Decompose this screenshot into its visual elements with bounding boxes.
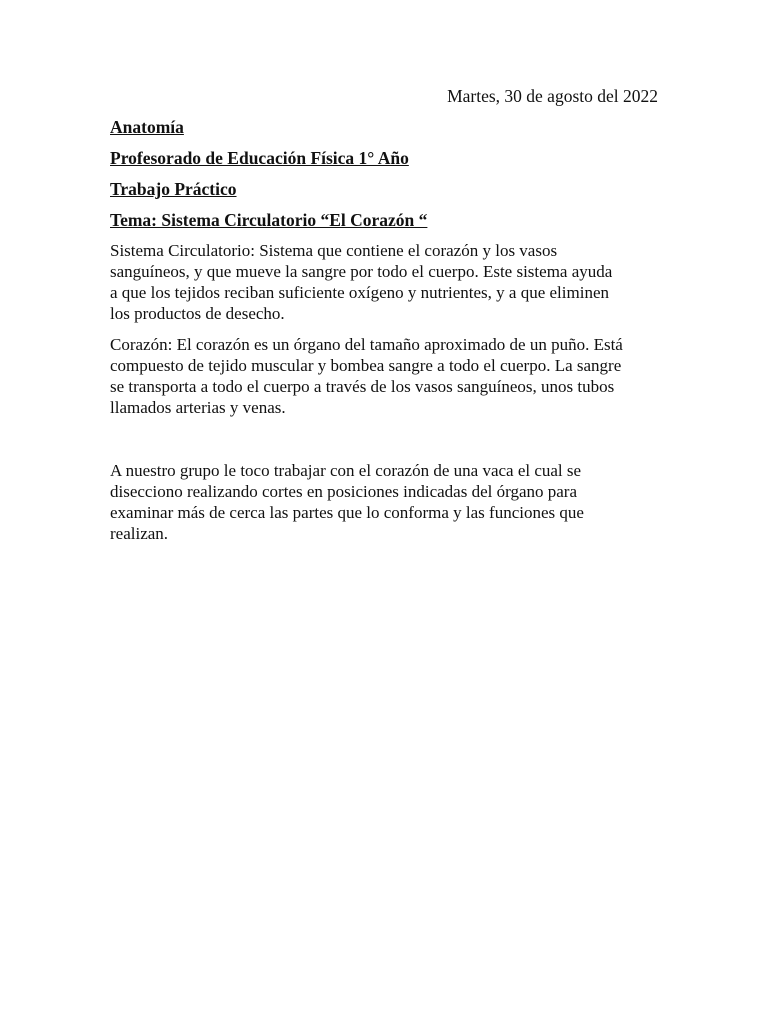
assignment-heading: Trabajo Práctico [110,179,237,199]
paragraph-line: sanguíneos, y que mueve la sangre por todo el cuerpo. Este sistema ayuda [110,262,613,281]
document-date: Martes, 30 de agosto del 2022 [447,86,658,106]
paragraph-line: disecciono realizando cortes en posiciones indicadas del órgano para [110,482,578,501]
paragraph-line: realizan. [110,524,169,543]
paragraph-line: compuesto de tejido muscular y bombea sangre a todo el cuerpo. La sangre [110,356,622,375]
paragraph-line: llamados arterias y venas. [110,398,286,417]
paragraph-line: se transporta a todo el cuerpo a través de los vasos sanguíneos, unos tubos [110,377,615,396]
paragraph-line: los productos de desecho. [110,304,285,323]
course-heading: Profesorado de Educación Física 1° Año [110,148,409,168]
circulatory-system-paragraph [110,240,670,324]
paragraph-line: a que los tejidos reciban suficiente oxígeno y nutrientes, y a que eliminen [110,283,609,302]
group-work-paragraph [110,460,670,544]
paragraph-line: examinar más de cerca las partes que lo conforma y las funciones que [110,503,584,522]
paragraph-line: A nuestro grupo le toco trabajar con el corazón de una vaca el cual se [110,461,582,480]
paragraph-line: Corazón: El corazón es un órgano del tamaño aproximado de un puño. Está [110,335,623,354]
heart-paragraph [110,334,670,418]
paragraph-line: Sistema Circulatorio: Sistema que contiene el corazón y los vasos [110,241,558,260]
subject-heading: Anatomía [110,117,184,137]
topic-heading: Tema: Sistema Circulatorio “El Corazón “ [110,210,428,230]
